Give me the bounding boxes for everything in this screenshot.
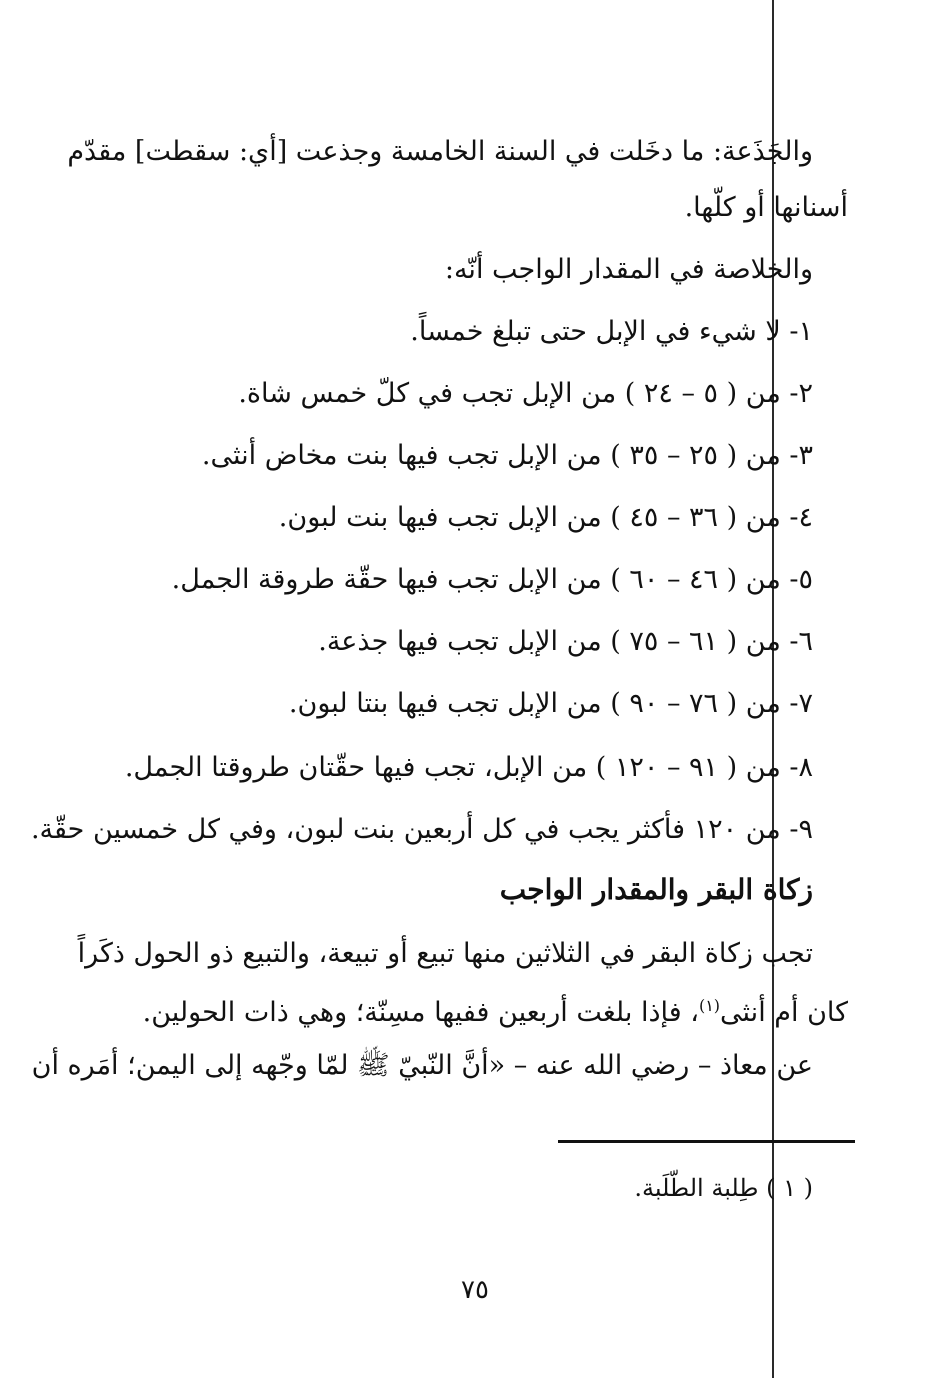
footnote-separator [558, 1140, 855, 1143]
list-item: ٨- من ( ٩١ – ١٢٠ ) من الإبل، تجب فيها حقّتان طروقتا الجمل. [124, 752, 813, 783]
list-item: ٩- من ١٢٠ فأكثر يجب في كل أربعين بنت لبون، وفي كل خمسين حقّة. [30, 814, 813, 845]
list-item: ٤- من ( ٣٦ – ٤٥ ) من الإبل تجب فيها بنت لبون. [278, 502, 813, 533]
page-number: ٧٥ [461, 1275, 489, 1305]
list-item: ٥- من ( ٤٦ – ٦٠ ) من الإبل تجب فيها حقّة طروقة الجمل. [171, 564, 813, 595]
cattle-paragraph-line-3: عن معاذ – رضي الله عنه – «أنَّ النّبيّ ﷺ لمّا وجّهه إلى اليمن؛ أمَره أن [31, 1050, 813, 1081]
list-item: ٣- من ( ٢٥ – ٣٥ ) من الإبل تجب فيها بنت مخاض أنثى. [201, 440, 813, 471]
cattle-paragraph-line-2 [143, 986, 848, 1033]
list-item: ٧- من ( ٧٦ – ٩٠ ) من الإبل تجب فيها بنتا لبون. [288, 688, 813, 719]
cattle-line2-end: ، فإذا بلغت أربعين ففيها مسِنّة؛ وهي ذات الحولين. [142, 997, 699, 1028]
list-item: ٦- من ( ٦١ – ٧٥ ) من الإبل تجب فيها جذعة. [318, 626, 813, 657]
section-heading: زكاة البقر والمقدار الواجب [499, 873, 813, 906]
cattle-line2-start: كان أم أنثى [720, 997, 848, 1028]
list-item: ١- لا شيء في الإبل حتى تبلغ خمساً. [410, 316, 813, 347]
cattle-paragraph-line-1: تجب زكاة البقر في الثلاثين منها تبيع أو تبيعة، والتبيع ذو الحول ذكَراً [77, 938, 813, 969]
footnote: ( ١ ) طِلبة الطّلَبة. [634, 1174, 813, 1202]
list-item: ٢- من ( ٥ – ٢٤ ) من الإبل تجب في كلّ خمس شاة. [238, 378, 813, 409]
jadhaa-definition-line-1: والجَذَعة: ما دخَلت في السنة الخامسة وجذعت [أي: سقطت] مقدّم [67, 136, 813, 167]
summary-intro: والخلاصة في المقدار الواجب أنّه: [444, 254, 813, 285]
jadhaa-definition-line-2: أسنانها أو كلّها. [684, 192, 848, 223]
footnote-marker: (١) [698, 996, 721, 1015]
